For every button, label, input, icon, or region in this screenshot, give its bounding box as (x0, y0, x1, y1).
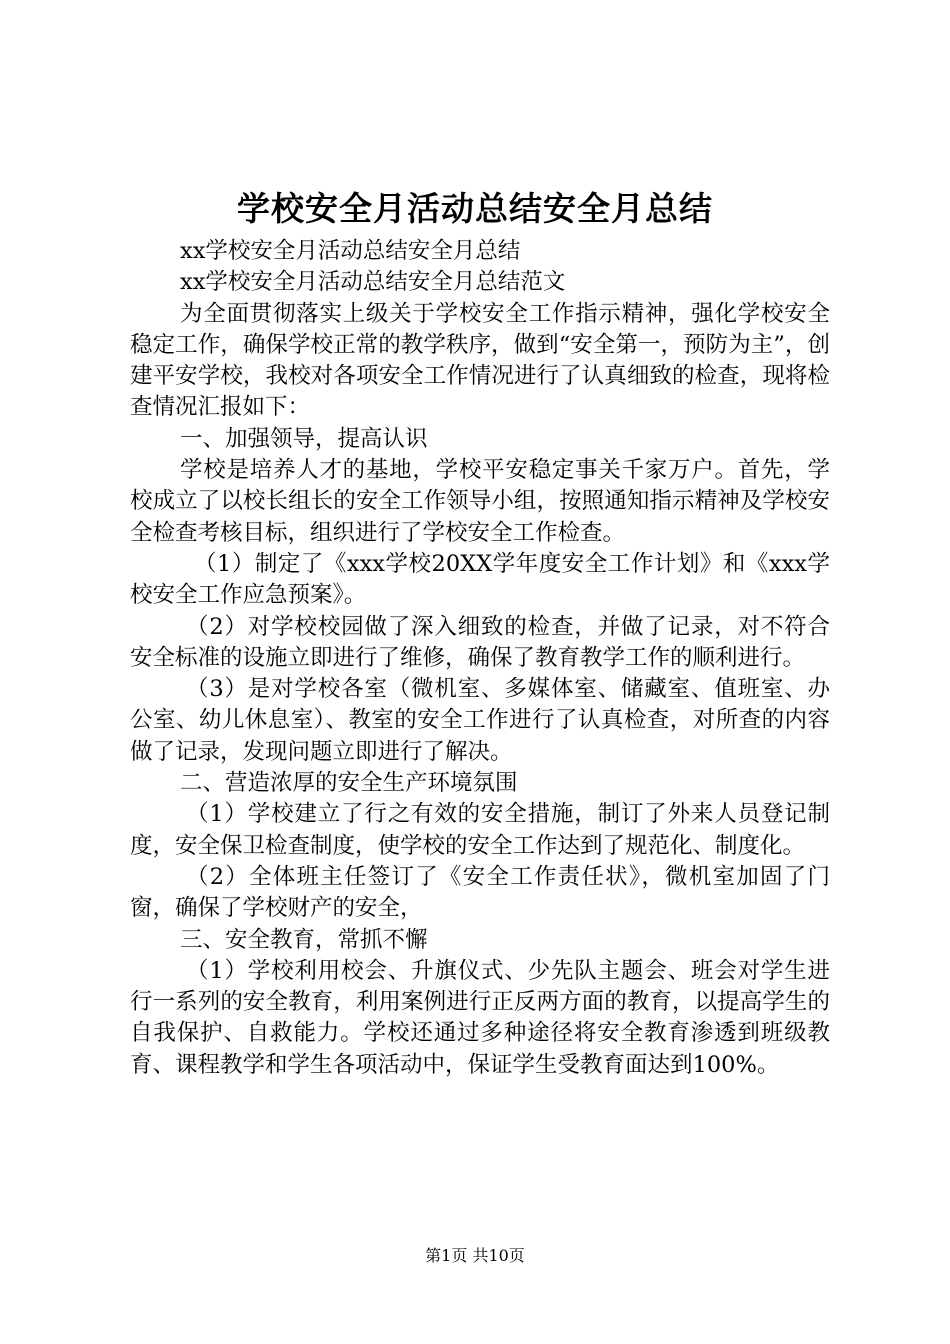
document-title: 学校安全月活动总结安全月总结 (237, 189, 713, 228)
list-item-paragraph: （1）制定了《xxx学校20XX学年度安全工作计划》和《xxx学校安全工作应急预案》。 (130, 550, 830, 609)
section-heading-2: 二、营造浓厚的安全生产环境氛围 (180, 770, 518, 797)
document-body (130, 236, 830, 1081)
section-heading-1: 一、加强领导，提高认识 (180, 425, 428, 452)
subtitle-line-1: xx学校安全月活动总结安全月总结 (180, 238, 521, 264)
body-paragraph: 学校是培养人才的基地，学校平安稳定事关千家万户。首先，学校成立了以校长组长的安全工作领导小组，按照通知指示精神及学校安全检查考核目标，组织进行了学校安全工作检查。 (130, 457, 830, 546)
list-item-paragraph: （1）学校建立了行之有效的安全措施，制订了外来人员登记制度，安全保卫检查制度，使学校的安全工作达到了规范化、制度化。 (130, 801, 830, 859)
list-item-paragraph: （1）学校利用校会、升旗仪式、少先队主题会、班会对学生进行一系列的安全教育，利用案例进行正反两方面的教育，以提高学生的自我保护、自救能力。学校还通过多种途径将安全教育渗透到班级教育、课程教学和学生各项活动中，保证学生受教育面达到100%。 (130, 957, 830, 1078)
list-item-paragraph: （2）全体班主任签订了《安全工作责任状》，微机室加固了门窗，确保了学校财产的安全， (130, 863, 830, 922)
page-number-footer: 第1页 共10页 (425, 1246, 525, 1265)
intro-paragraph: 为全面贯彻落实上级关于学校安全工作指示精神，强化学校安全稳定工作，确保学校正常的教学秩序，做到“安全第一，预防为主”，创建平安学校，我校对各项安全工作情况进行了认真细致的检查，现将检查情况汇报如下： (130, 300, 830, 421)
list-item-paragraph: （2）对学校校园做了深入细致的检查，并做了记录，对不符合安全标准的设施立即进行了维修，确保了教育教学工作的顺利进行。 (130, 613, 830, 671)
section-heading-3: 三、安全教育，常抓不懈 (180, 926, 428, 953)
list-item-paragraph: （3）是对学校各室（微机室、多媒体室、储藏室、值班室、办公室、幼儿休息室）、教室的安全工作进行了认真检查，对所查的内容做了记录，发现问题立即进行了解决。 (130, 676, 830, 765)
subtitle-line-2: xx学校安全月活动总结安全月总结范文 (180, 269, 566, 296)
